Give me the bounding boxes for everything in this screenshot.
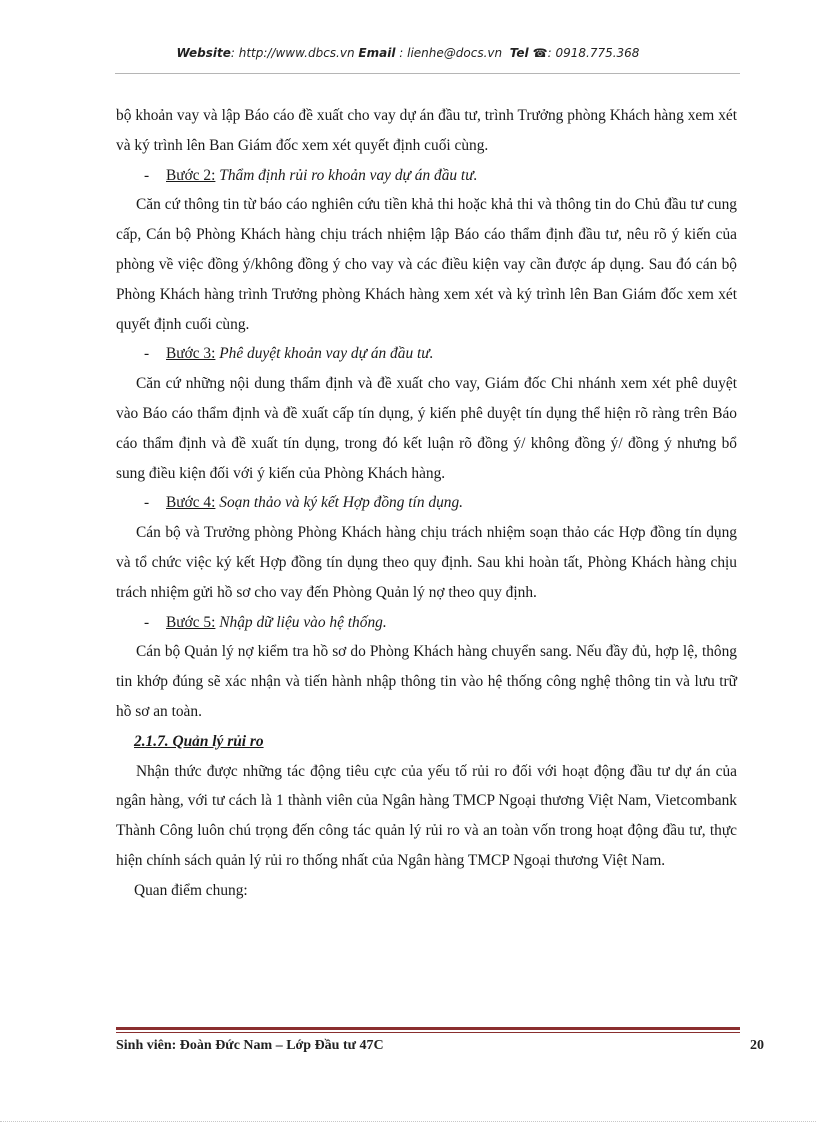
section-heading: 2.1.7. Quản lý rủi ro — [134, 732, 264, 750]
sub-heading: Quan điểm chung: — [134, 881, 248, 899]
step-dash: - — [144, 613, 150, 631]
step-heading — [116, 608, 737, 638]
footer-student: Sinh viên: Đoàn Đức Nam – Lớp Đầu tư 47C — [116, 1038, 384, 1053]
step-paragraph: Căn cứ những nội dung thẩm định và đề xuất cho vay, Giám đốc Chi nhánh xem xét phê duyệt vào Báo cáo thẩm định và đề xuất cấp tín dụng, ý kiến phê duyệt tín dụng thể hiện rõ ràng trên Báo cáo thẩm định và đề xuất tín dụng, trong đó kết luận rõ đồng ý/ không đồng ý/ đồng ý nhưng bổ sung điều kiện đối với ý kiến của Phòng Khách hàng. — [116, 375, 737, 482]
step-title: Nhập dữ liệu vào hệ thống. — [219, 613, 387, 631]
website-value: : http://www.dbcs.vn — [230, 46, 355, 60]
step-dash: - — [144, 166, 150, 184]
page-body — [116, 101, 737, 906]
footer-rule-thick — [116, 1027, 740, 1030]
header-divider — [115, 73, 740, 74]
page-number: 20 — [750, 1038, 764, 1053]
step-dash: - — [144, 494, 150, 512]
step-paragraph: Căn cứ thông tin từ báo cáo nghiên cứu tiền khả thi hoặc khả thi và thông tin do Chủ đầu tư cung cấp, Cán bộ Phòng Khách hàng chịu trách nhiệm lập Báo cáo thẩm định đầu tư, nêu rõ ý kiến của phòng về việc đồng ý/không đồng ý cho vay và các điều kiện vay cần được áp dụng. Sau đó cán bộ Phòng Khách hàng trình Trưởng phòng Khách hàng xem xét và ký trình lên Ban Giám đốc xem xét quyết định cuối cùng. — [116, 196, 737, 333]
page-edge-dotted — [0, 1121, 816, 1122]
step-label: Bước 5: — [166, 613, 216, 631]
tel-value: : 0918.775.368 — [547, 46, 640, 60]
page-header — [0, 46, 816, 60]
step-dash: - — [144, 345, 150, 363]
step-heading — [116, 339, 737, 369]
section-paragraph: Nhận thức được những tác động tiêu cực của yếu tố rủi ro đối với hoạt động đầu tư dự án của ngân hàng, với tư cách là 1 thành viên của Ngân hàng TMCP Ngoại thương Việt Nam, Vietcombank Thành Công luôn chú trọng đến công tác quản lý rủi ro và an toàn vốn trong hoạt động đầu tư, thực hiện chính sách quản lý rủi ro thống nhất của Ngân hàng TMCP Ngoại thương Việt Nam. — [116, 762, 737, 869]
tel-label: Tel — [509, 46, 529, 60]
step-heading — [116, 161, 737, 191]
step-paragraph: Cán bộ và Trưởng phòng Phòng Khách hàng chịu trách nhiệm soạn thảo các Hợp đồng tín dụng và tổ chức việc ký kết Hợp đồng tín dụng theo quy định. Sau khi hoàn tất, Phòng Khách hàng chịu trách nhiệm gửi hồ sơ cho vay đến Phòng Quản lý nợ theo quy định. — [116, 524, 737, 601]
telephone-icon: ☎ — [532, 46, 548, 60]
step-heading — [116, 488, 737, 518]
footer-rule-thin — [116, 1032, 740, 1033]
website-label: Website — [176, 46, 231, 60]
step-label: Bước 3: — [166, 345, 216, 363]
step-title: Phê duyệt khoản vay dự án đầu tư. — [219, 345, 434, 363]
email-value: : lienhe@docs.vn — [399, 46, 503, 60]
step-label: Bước 2: — [166, 166, 216, 184]
step-paragraph: Cán bộ Quản lý nợ kiểm tra hồ sơ do Phòng Khách hàng chuyển sang. Nếu đầy đủ, hợp lệ, thông tin khớp đúng sẽ xác nhận và tiến hành nhập thông tin vào hệ thống công nghệ thông tin và lưu trữ hồ sơ an toàn. — [116, 643, 737, 720]
email-label: Email — [358, 46, 396, 60]
step-title: Thẩm định rủi ro khoản vay dự án đầu tư. — [219, 166, 478, 184]
paragraph-intro: bộ khoản vay và lập Báo cáo đề xuất cho vay dự án đầu tư, trình Trưởng phòng Khách hàng xem xét và ký trình lên Ban Giám đốc xem xét quyết định cuối cùng. — [116, 107, 737, 154]
step-title: Soạn thảo và ký kết Hợp đồng tín dụng. — [219, 494, 463, 512]
step-label: Bước 4: — [166, 494, 216, 512]
page-footer — [116, 1038, 764, 1054]
